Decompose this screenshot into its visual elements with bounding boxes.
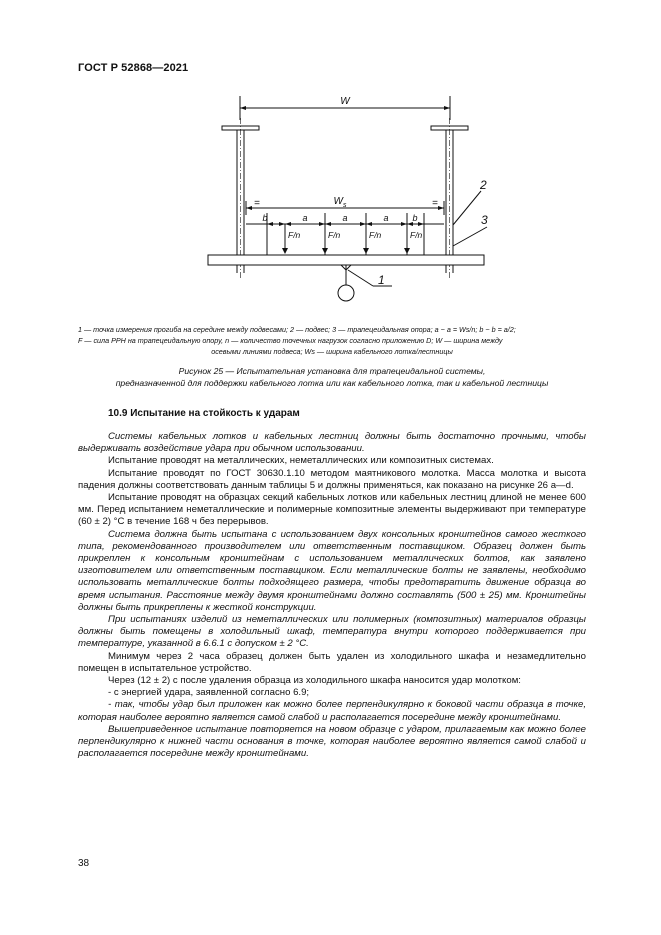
b-left-label: b [262,213,268,223]
a1-label: a [302,213,308,223]
force-label: F/n [410,230,423,240]
force-label: F/n [288,230,301,240]
body-text [78,431,586,760]
callout-2: 2 [480,178,487,192]
paragraph: Испытание проводят по ГОСТ 30630.1.10 методом маятникового молотка. Масса молотка и высота падения должны соответствовать данным таблицы 5 и должны применяться, как показано на рисунке 26 а—d. [78,467,586,491]
deflection-gauge [338,285,354,301]
legend-line: F — сила РРН на трапецеидальную опору, n — количество точечных нагрузок согласно приложению D; W — ширина между [78,336,503,345]
figure-legend [78,324,586,357]
force-label: F/n [369,230,382,240]
document-header: ГОСТ Р 52868—2021 [78,62,189,74]
list-item: - с энергией удара, заявленной согласно 6.9; [108,687,310,699]
w-label: W [340,96,350,107]
paragraph: Через (12 ± 2) с после удаления образца из холодильного шкафа наносится удар молотком: [108,675,521,687]
right-hanger [446,118,453,278]
callout-3: 3 [481,213,488,227]
legend-line: осевыми линиями подвеса; Ws — ширина кабельного лотка/лестницы [211,347,453,356]
eq-right-label: = [432,198,438,209]
a2-label: a [342,213,348,223]
paragraph: При испытаниях изделий из неметаллических или полимерных (композитных) материалов образцы должны быть помещены в холодильный шкаф, температура внутри которого поддерживается при температуре, указанной в 6.6.1 с допуском ± 2 °С. [78,614,586,650]
paragraph: Минимум через 2 часа образец должен быть удален из холодильного шкафа и незамедлительно помещен в испытательное устройство. [78,650,586,674]
trapeze-bar [208,255,484,265]
eq-left-label: = [254,198,260,209]
legend-line: 1 — точка измерения прогиба на середине между подвесами; 2 — подвес; 3 — трапецеидальная опора; a ~ a = Ws/n; b ~ b = a/2; [78,325,516,334]
section-title: 10.9 Испытание на стойкость к ударам [108,408,300,419]
callout-1: 1 [378,273,385,287]
figure-caption [78,366,586,389]
paragraph: Системы кабельных лотков и кабельных лестниц должны быть достаточно прочными, чтобы выдерживать воздействие удара при обычном использовании. [78,431,586,455]
paragraph: Испытание проводят на металлических, неметаллических или композитных системах. [108,455,494,467]
caption-line: Рисунок 25 — Испытательная установка для трапецеидальной системы, [178,366,486,376]
page-number: 38 [78,858,90,869]
paragraph: Испытание проводят на образцах секций кабельных лотков или кабельных лестниц длиной не менее 600 мм. Перед испытанием неметаллические и полимерные композитные элементы выдерживают при температуре (60 ± 2) °С в течение 168 ч без перерывов. [78,492,586,528]
list-item: - так, чтобы удар был приложен как можно более перпендикулярно к боковой части образца в точке, которая наиболее вероятно является самой слабой и располагается посередине между кронштейнами. [78,699,586,723]
paragraph: Система должна быть испытана с использованием двух консольных кронштейнов самого жесткого типа, рекомендованного производителем или ответственным поставщиком. Образец должен быть прикреплен к консольным кронштейнам с использованием металлических болтов, как заявлено изготовителем или ответственным поставщиком. Если металлические болты не заявлены, необходимо использовать металлические болты подходящего размера, чтобы предотвратить движение образца во время испытания. Расстояние между двумя кронштейнами должно составлять (500 ± 25) мм. Кронштейны должны быть прикреплены к жесткой конструкции. [78,528,586,613]
paragraph: Вышеприведенное испытание повторяется на новом образце с ударом, прилагаемым как можно более перпендикулярно к нижней части основания в точке, которая наиболее вероятно является самой слабой и располагается посередине между кронштейнами. [78,723,586,760]
a3-label: a [383,213,389,223]
b-right-label: b [412,213,418,223]
trapeze-test-diagram [195,88,505,318]
force-label: F/n [328,230,341,240]
caption-line: предназначенной для поддержки кабельного лотка или как кабельного лотка, так и кабельной лестницы [115,377,549,388]
ws-label: $W_s$ [333,196,347,209]
left-hanger [237,118,244,278]
